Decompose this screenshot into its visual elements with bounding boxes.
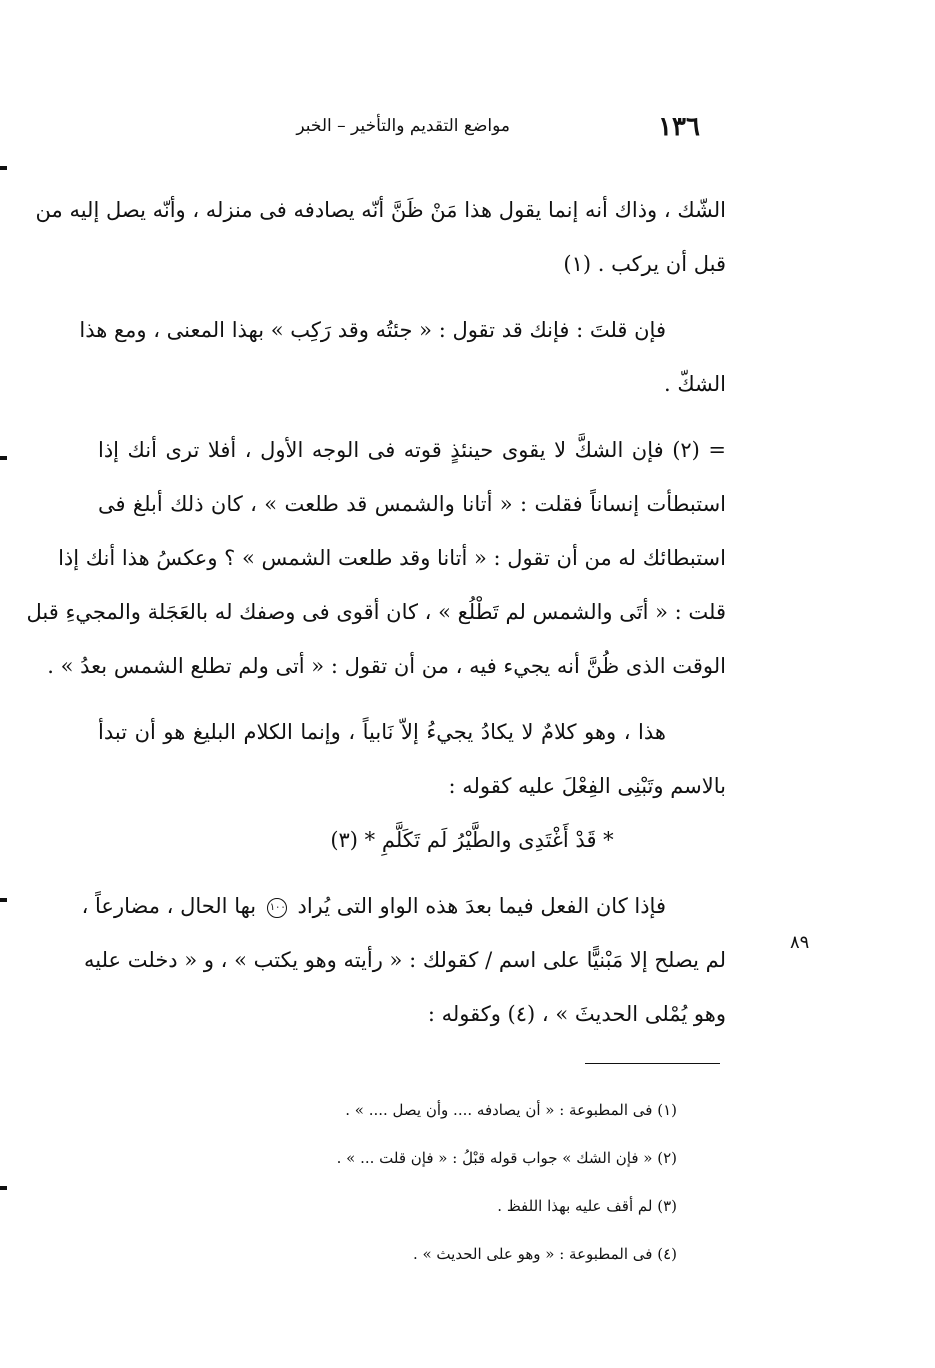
text-line: قلت : « أتَى والشمس لم تَطْلُع » ، كان أقوى فى وصفك له بالعَجَلة والمجيءِ قبل — [26, 600, 726, 624]
page-number: ١٣٦ — [658, 112, 700, 142]
footnote: (٢) « فإن الشك » جواب قوله قبْلُ : « فإن قلت ... » . — [336, 1149, 677, 1167]
text-line: هذا ، وهو كلامٌ لا يكادُ يجيءُ إلاّ نَابياً ، وإنما الكلام البليغ هو أن تبدأ — [98, 720, 666, 744]
text-line: الشّك ، وذاك أنه إنما يقول هذا مَنْ ظَنَّ أنّه يصادفه فى منزله ، وأنّه يصل إليه من — [35, 198, 726, 222]
edge-mark — [0, 166, 7, 170]
text-line: استبطأت إنساناً فقلت : « أتانا والشمس قد طلعت » ، كان ذلك أبلغ فى — [98, 492, 726, 516]
text-segment: بها الحال ، مضارعاً ، — [81, 894, 257, 918]
text-line — [81, 882, 726, 936]
footnotes — [257, 1095, 677, 1287]
text-line: لم يصلح إلا مَبْنيًّا على اسم / كقولك : « رأيته وهو يكتب » ، و « دخلت عليه — [84, 948, 726, 972]
margin-number: ٨٩ — [790, 932, 810, 953]
footnote: (١) فى المطبوعة : « أن يصادفه .... وأن يصل .... » . — [345, 1101, 677, 1119]
text-line: وهو يُمْلى الحديثَ » ، (٤) وكقوله : — [427, 1002, 726, 1026]
text-line: استبطائك له من أن تقول : « أتانا وقد طلعت الشمس » ؟ وعكسُ هذا أنك إذا — [58, 546, 726, 570]
edge-mark — [0, 1186, 7, 1190]
footnote-divider — [585, 1063, 720, 1064]
circled-number: ١٠٠ — [267, 898, 287, 918]
text-line: بالاسم وتَبْنِى الفِعْلَ عليه كقوله : — [448, 774, 726, 798]
text-line: الشكّ . — [663, 372, 726, 396]
body-text — [26, 186, 726, 1044]
edge-mark — [0, 898, 7, 902]
text-line: فإن قلتَ : فإنك قد تقول : « جئتُه وقد رَكِب » بهذا المعنى ، ومع هذا — [79, 318, 666, 342]
footnote: (٤) فى المطبوعة : « وهو على الحديث » . — [412, 1245, 677, 1263]
footnote: (٣) لم أقف عليه بهذا اللفظ . — [497, 1197, 677, 1215]
page-header — [296, 112, 700, 142]
text-segment: فإذا كان الفعل فيما بعدَ هذه الواو التى يُراد — [297, 894, 666, 918]
verse-line: * قَدْ أَغْتَدِى والطَّيْرُ لَم تَكَلَّمِ * (٣) — [330, 828, 614, 852]
text-line: قبل أن يركب . (١) — [563, 252, 726, 276]
running-title: مواضع التقديم والتأخير – الخبر — [296, 116, 510, 136]
text-line: = (٢) فإن الشكَّ لا يقوى حينئذٍ قوته فى الوجه الأول ، أفلا ترى أنك إذا — [98, 438, 726, 462]
edge-mark — [0, 456, 7, 460]
text-line: الوقت الذى ظُنَّ أنه يجيء فيه ، من أن تقول : « أتى ولم تطلع الشمس بعدُ » . — [47, 654, 726, 678]
